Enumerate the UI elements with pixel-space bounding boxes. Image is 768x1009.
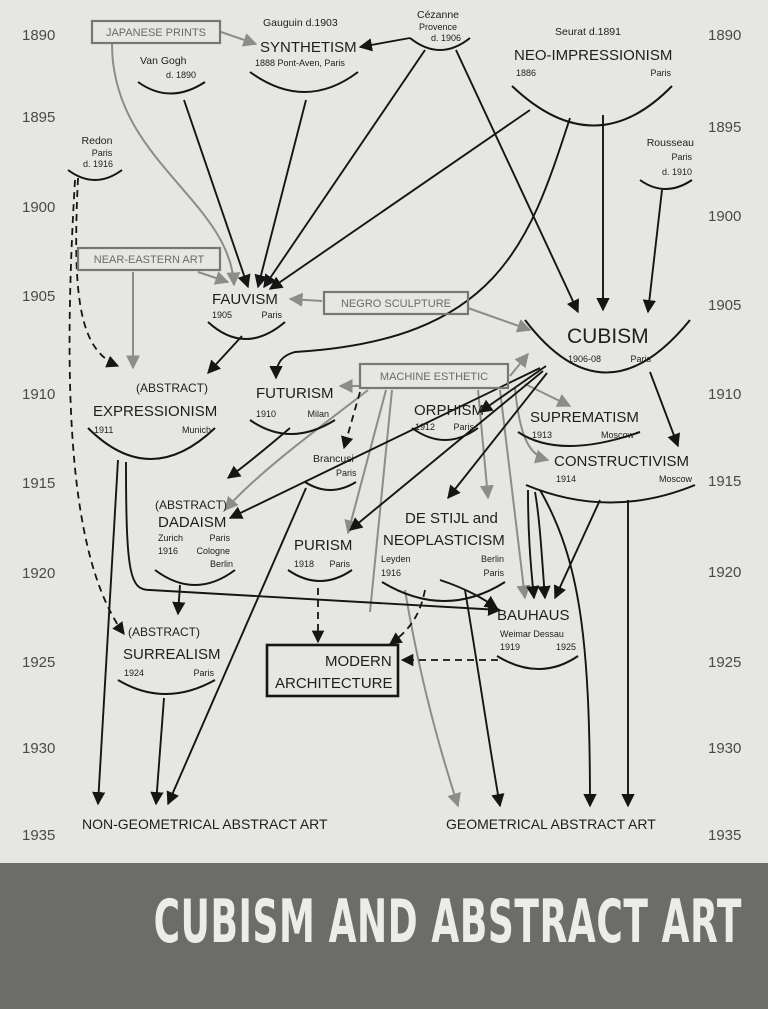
suprematism-place: Moscow — [600, 430, 634, 440]
arrow-neoimp-fauvism — [270, 110, 530, 289]
expressionism-name: EXPRESSIONISM — [93, 403, 218, 420]
arc-surrealism — [118, 680, 215, 694]
arc-de-stijl — [382, 582, 505, 601]
destijl-year: 1916 — [381, 568, 402, 578]
arrow-machine-modernarch — [370, 390, 392, 612]
label-negro-sculpture: NEGRO SCULPTURE — [340, 298, 452, 310]
year-label: 1915 — [708, 473, 742, 490]
label-redon-place: Paris — [91, 148, 113, 158]
year-label: 1890 — [22, 27, 56, 44]
bauhaus-year-2: 1925 — [555, 642, 576, 652]
year-label: 1935 — [708, 827, 742, 844]
neo-impressionism-name: NEO-IMPRESSIONISM — [514, 47, 673, 64]
destijl-city-2: Berlin — [480, 554, 504, 564]
year-label: 1895 — [22, 109, 56, 126]
neo-impressionism-year: 1886 — [516, 68, 537, 78]
destijl-place: Paris — [483, 568, 504, 578]
label-redon-death: d. 1916 — [82, 159, 114, 169]
arrow-machine-cubism — [510, 354, 528, 376]
label-brancusi-place: Paris — [336, 468, 357, 478]
synthetism-name: SYNTHETISM — [260, 39, 357, 56]
dadaism-city-1: Zurich — [158, 533, 184, 543]
expressionism-prefix: (ABSTRACT) — [136, 381, 208, 395]
year-label: 1930 — [708, 740, 742, 757]
label-redon: Redon — [81, 135, 113, 147]
arc-brancusi — [305, 482, 356, 490]
arc-bauhaus — [497, 656, 578, 669]
year-label: 1920 — [708, 564, 742, 581]
label-van-gogh-death: d. 1890 — [166, 70, 197, 80]
surrealism-prefix: (ABSTRACT) — [128, 625, 200, 639]
dadaism-prefix: (ABSTRACT) — [155, 498, 227, 512]
arrow-negro-cubism — [468, 308, 530, 330]
dadaism-city-2: Paris — [209, 533, 230, 543]
label-gauguin: Gauguin d.1903 — [263, 17, 338, 29]
arrow-neareastern-fauvism — [198, 272, 228, 282]
expressionism-year: 1911 — [94, 425, 114, 435]
expressionism-place: Munich — [181, 425, 211, 435]
year-axis-right — [708, 27, 741, 844]
arrow-surrealism-nongeometrical — [156, 698, 164, 804]
cubism-place: Paris — [630, 354, 651, 364]
label-japanese-prints: JAPANESE PRINTS — [105, 27, 207, 39]
label-near-eastern-art: NEAR-EASTERN ART — [93, 254, 205, 266]
arrow-destijl-bauhaus — [440, 580, 497, 608]
orphism-name: ORPHISM — [414, 402, 485, 419]
fauvism-place: Paris — [261, 310, 282, 320]
year-label: 1920 — [22, 565, 56, 582]
suprematism-year: 1913 — [532, 430, 553, 440]
year-label: 1890 — [708, 27, 742, 44]
arc-synthetism — [250, 72, 358, 92]
constructivism-place: Moscow — [658, 474, 692, 484]
arc-futurism — [250, 420, 335, 434]
year-label: 1930 — [22, 740, 56, 757]
dadaism-year: 1916 — [158, 546, 179, 556]
orphism-place: Paris — [453, 422, 474, 432]
arrow-neoimp-futurism — [276, 118, 570, 378]
constructivism-name: CONSTRUCTIVISM — [554, 453, 689, 470]
label-machine-esthetic: MACHINE ESTHETIC — [379, 371, 489, 383]
surrealism-name: SURREALISM — [123, 646, 221, 663]
constructivism-year: 1914 — [556, 474, 577, 484]
year-label: 1905 — [22, 288, 56, 305]
label-van-gogh: Van Gogh — [140, 55, 187, 67]
year-label: 1905 — [708, 297, 742, 314]
year-label: 1915 — [22, 475, 56, 492]
purism-place: Paris — [329, 559, 350, 569]
movement-arcs — [68, 38, 695, 694]
arc-fauvism — [208, 322, 285, 339]
arrow-destijl-geometrical-black — [465, 590, 500, 806]
label-non-geometrical-abstract-art: NON-GEOMETRICAL ABSTRACT ART — [82, 816, 328, 832]
arc-dadaism — [155, 570, 235, 585]
arc-van-gogh — [138, 82, 205, 94]
dadaism-city-4: Berlin — [209, 559, 233, 569]
year-label: 1925 — [708, 654, 742, 671]
arrow-suprematism-bauhaus — [535, 492, 545, 598]
destijl-name-2: NEOPLASTICISM — [383, 532, 505, 549]
futurism-place: Milan — [307, 409, 329, 419]
page-title: CUBISM AND ABSTRACT ART — [153, 887, 742, 957]
label-seurat: Seurat d.1891 — [555, 26, 621, 38]
arrow-cubism-constructivism — [650, 372, 678, 446]
year-label: 1900 — [22, 199, 56, 216]
fauvism-name: FAUVISM — [212, 291, 278, 308]
dadaism-name: DADAISM — [158, 514, 227, 531]
dadaism-city-3: Cologne — [196, 546, 230, 556]
year-label: 1900 — [708, 208, 742, 225]
arrow-japanese-synthetism — [221, 32, 256, 44]
synthetism-info: 1888 Pont-Aven, Paris — [255, 58, 345, 68]
bauhaus-place: Weimar Dessau — [500, 629, 564, 639]
arrow-machine-brancusi — [344, 392, 360, 448]
arrow-futurism-dadaism — [228, 428, 290, 478]
fauvism-year: 1905 — [212, 310, 233, 320]
destijl-city-1: Leyden — [381, 554, 411, 564]
arrow-destijl-geometrical — [405, 590, 458, 806]
destijl-name-1: DE STIJL and — [405, 510, 498, 527]
suprematism-name: SUPREMATISM — [530, 409, 639, 426]
label-cezanne-place: Provence — [418, 22, 458, 32]
label-rousseau-place: Paris — [671, 152, 692, 162]
label-brancusi: Brancusi — [313, 453, 354, 465]
label-rousseau: Rousseau — [646, 137, 694, 149]
arc-neo-impressionism — [512, 86, 672, 126]
arrow-machine-suprematism — [525, 384, 570, 406]
neo-impressionism-place: Paris — [650, 68, 671, 78]
label-cezanne-death: d. 1906 — [430, 33, 462, 43]
arrow-cezanne-synthetism — [360, 38, 410, 47]
bauhaus-year-1: 1919 — [500, 642, 521, 652]
surrealism-year: 1924 — [124, 668, 145, 678]
modern-architecture-line-1: MODERN — [325, 653, 392, 670]
modern-architecture-line-2: ARCHITECTURE — [275, 675, 393, 692]
arc-redon — [68, 170, 122, 180]
label-cezanne: Cézanne — [416, 9, 460, 21]
year-axis-left — [22, 27, 55, 844]
arrow-redon-expressionism — [76, 178, 118, 366]
cubism-year: 1906-08 — [568, 354, 602, 364]
arrow-expressionism-nongeometrical — [98, 460, 118, 804]
title-banner — [0, 863, 768, 1009]
arc-purism — [288, 570, 352, 581]
source-boxes — [78, 21, 508, 388]
surrealism-place: Paris — [193, 668, 214, 678]
arc-constructivism — [526, 485, 695, 503]
year-label: 1895 — [708, 119, 742, 136]
year-label: 1935 — [22, 827, 56, 844]
arrow-fauvism-expressionism — [208, 336, 242, 373]
arc-rousseau — [640, 180, 692, 189]
arrow-constructivism-bauhaus — [555, 500, 600, 598]
year-label: 1910 — [22, 386, 56, 403]
purism-name: PURISM — [294, 537, 353, 554]
arrow-machine-bauhaus — [500, 390, 525, 598]
arrow-rousseau-cubism — [648, 190, 662, 312]
orphism-year: 1912 — [415, 422, 436, 432]
arrow-machine-dadaism — [225, 390, 368, 510]
year-label: 1925 — [22, 654, 56, 671]
arrow-negro-fauvism — [290, 299, 322, 301]
bauhaus-name: BAUHAUS — [497, 607, 570, 624]
arrow-cubism-bauhaus — [528, 490, 534, 598]
label-rousseau-death: d. 1910 — [661, 167, 692, 177]
arrow-dadaism-surrealism — [178, 585, 180, 614]
futurism-name: FUTURISM — [256, 385, 334, 402]
year-label: 1910 — [708, 386, 742, 403]
label-geometrical-abstract-art: GEOMETRICAL ABSTRACT ART — [446, 816, 656, 832]
cubism-name: CUBISM — [567, 325, 649, 348]
futurism-year: 1910 — [256, 409, 277, 419]
purism-year: 1918 — [294, 559, 315, 569]
